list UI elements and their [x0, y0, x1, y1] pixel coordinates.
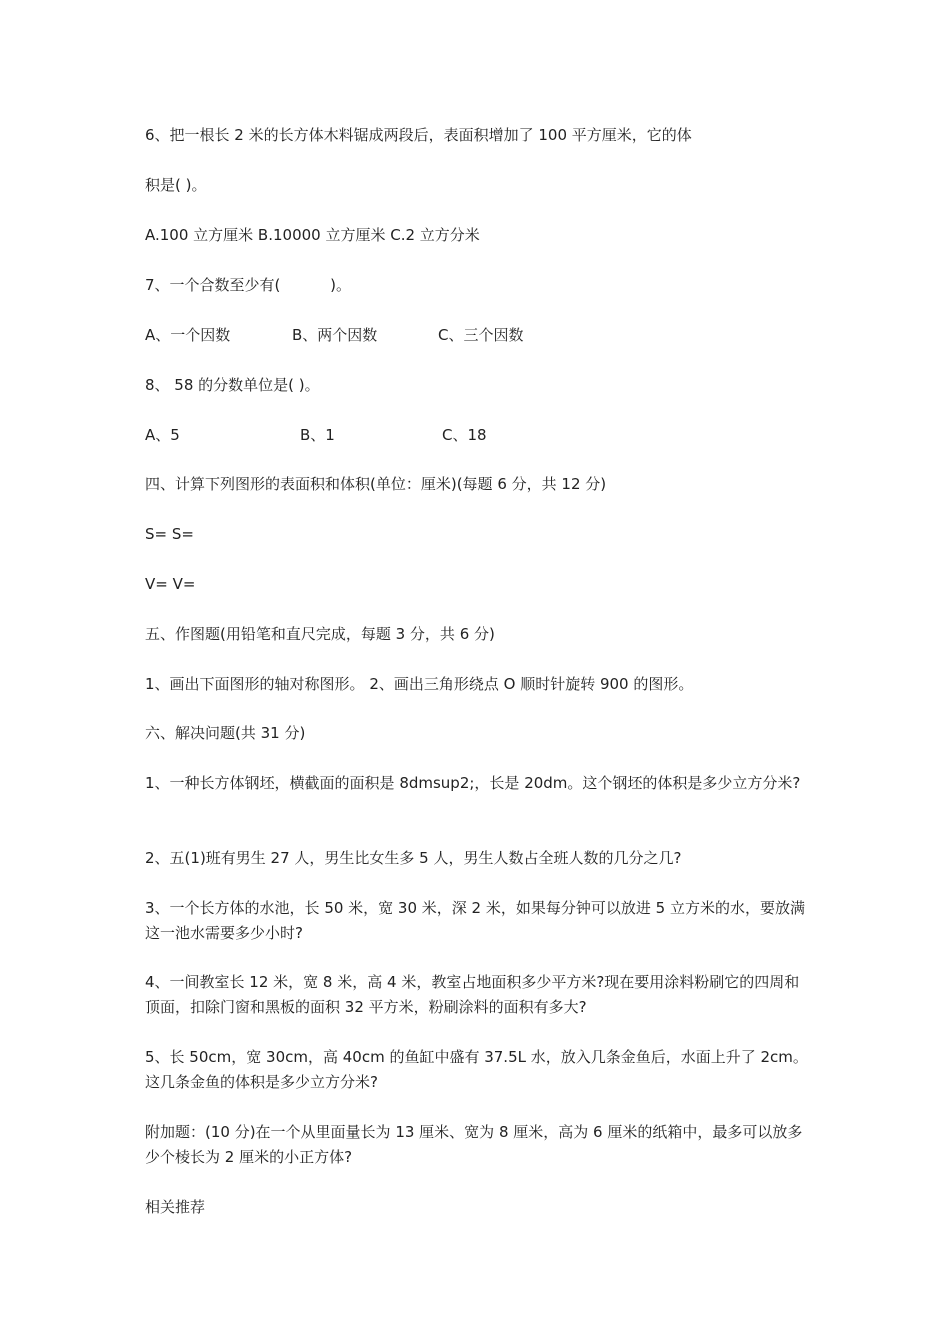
- bonus-question: 附加题：(10 分)在一个从里面量长为 13 厘米、宽为 8 厘米，高为 6 厘米的纸箱中，最多可以放多少个棱长为 2 厘米的小正方体?: [145, 1123, 803, 1166]
- section6-heading: 六、解决问题(共 31 分): [145, 724, 306, 742]
- problem-2: 2、五(1)班有男生 27 人，男生比女生多 5 人，男生人数占全班人数的几分之几?: [145, 849, 682, 867]
- problem-5: 5、长 50cm，宽 30cm，高 40cm 的鱼缸中盛有 37.5L 水，放入几条金鱼后，水面上升了 2cm。这几条金鱼的体积是多少立方分米?: [145, 1048, 808, 1091]
- problem-1: 1、一种长方体钢坯，横截面的面积是 8dmsup2;，长是 20dm。这个钢坯的体积是多少立方分米?: [145, 774, 801, 792]
- section5-heading: 五、作图题(用铅笔和直尺完成，每题 3 分，共 6 分): [145, 625, 495, 643]
- section4-v-line: V= V=: [145, 575, 196, 593]
- q7-stem: 7、一个合数至少有( )。: [145, 276, 352, 294]
- q6-stem-line1: 6、把一根长 2 米的长方体木料锯成两段后，表面积增加了 100 平方厘米，它的体: [145, 126, 692, 144]
- q7-option-c: C、三个因数: [438, 326, 524, 344]
- q8-option-b: B、1: [300, 426, 335, 444]
- q8-option-c: C、18: [442, 426, 487, 444]
- section4-heading: 四、计算下列图形的表面积和体积(单位：厘米)(每题 6 分，共 12 分): [145, 475, 607, 493]
- section4-s-line: S= S=: [145, 525, 194, 543]
- q6-stem-line2: 积是( )。: [145, 176, 207, 194]
- problem-3: 3、一个长方体的水池，长 50 米，宽 30 米，深 2 米，如果每分钟可以放进 5 立方米的水，要放满这一池水需要多少小时?: [145, 899, 805, 942]
- related-recommendations: 相关推荐: [145, 1198, 206, 1216]
- q7-option-a: A、一个因数: [145, 326, 231, 344]
- q7-option-b: B、两个因数: [292, 326, 378, 344]
- q8-stem: 8、 58 的分数单位是( )。: [145, 376, 320, 394]
- q8-option-a: A、5: [145, 426, 180, 444]
- section5-items: 1、画出下面图形的轴对称图形。 2、画出三角形绕点 O 顺时针旋转 900 的图形。: [145, 675, 694, 693]
- q6-options: A.100 立方厘米 B.10000 立方厘米 C.2 立方分米: [145, 226, 480, 244]
- problem-4: 4、一间教室长 12 米，宽 8 米，高 4 米，教室占地面积多少平方米?现在要用涂料粉刷它的四周和顶面，扣除门窗和黑板的面积 32 平方米，粉刷涂料的面积有多大?: [145, 973, 800, 1016]
